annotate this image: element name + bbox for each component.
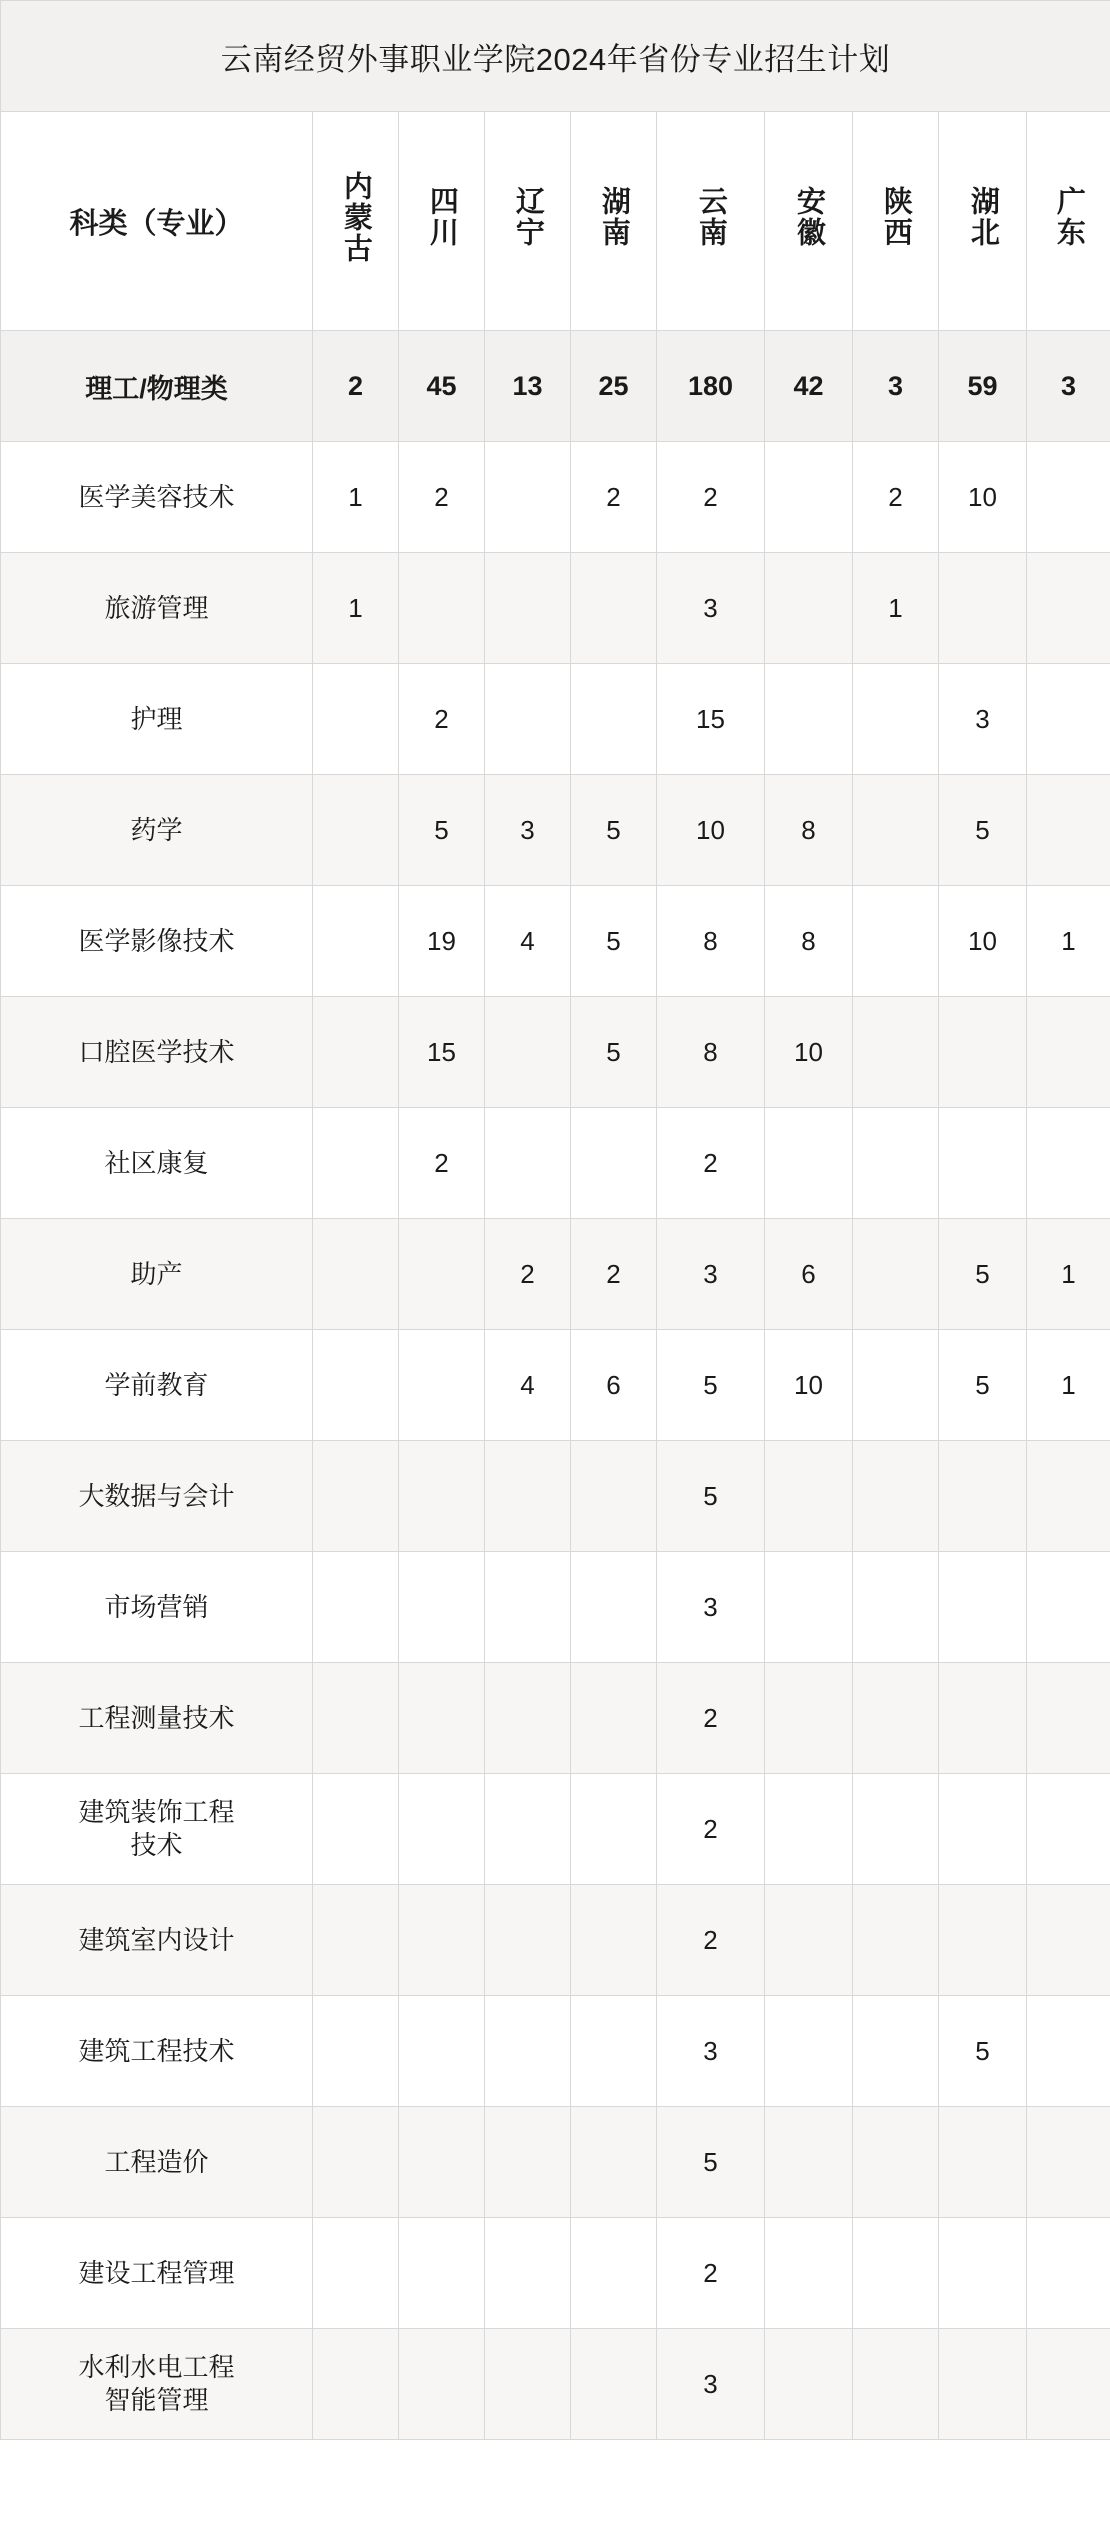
plan-count-yunnan: 10 [657, 775, 765, 886]
category-count-neimenggu: 2 [313, 331, 399, 442]
plan-count-hubei [939, 1774, 1027, 1885]
table-row [1, 775, 1110, 886]
plan-count-liaoning [485, 1885, 571, 1996]
table-row [1, 1996, 1110, 2107]
column-header-label: 安徽 [792, 186, 825, 248]
major-name: 工程测量技术 [1, 1663, 313, 1774]
major-name: 口腔医学技术 [1, 997, 313, 1108]
table-row [1, 997, 1110, 1108]
plan-count-liaoning [485, 2218, 571, 2329]
table-body [1, 331, 1110, 2440]
plan-count-liaoning [485, 997, 571, 1108]
plan-count-sichuan: 2 [399, 664, 485, 775]
plan-count-sichuan [399, 1774, 485, 1885]
plan-count-shaanxi [853, 2218, 939, 2329]
plan-count-sichuan [399, 2329, 485, 2440]
plan-count-guangdong [1027, 2329, 1110, 2440]
plan-count-hubei [939, 2107, 1027, 2218]
column-header-liaoning [485, 112, 571, 331]
plan-count-hubei: 5 [939, 775, 1027, 886]
plan-count-hunan [571, 1108, 657, 1219]
plan-count-liaoning: 3 [485, 775, 571, 886]
plan-count-yunnan: 3 [657, 1996, 765, 2107]
plan-count-sichuan [399, 1330, 485, 1441]
plan-count-neimenggu [313, 775, 399, 886]
plan-count-yunnan: 3 [657, 2329, 765, 2440]
plan-count-sichuan: 2 [399, 442, 485, 553]
major-name: 学前教育 [1, 1330, 313, 1441]
plan-count-hubei [939, 2218, 1027, 2329]
page-title: 云南经贸外事职业学院2024年省份专业招生计划 [1, 1, 1110, 112]
plan-count-yunnan: 2 [657, 1663, 765, 1774]
plan-count-hunan: 2 [571, 1219, 657, 1330]
plan-count-yunnan: 5 [657, 1330, 765, 1441]
table-row [1, 1552, 1110, 1663]
column-header-label: 陕西 [879, 186, 912, 248]
title-row [1, 1, 1110, 112]
plan-count-liaoning [485, 664, 571, 775]
category-count-anhui: 42 [765, 331, 853, 442]
plan-count-liaoning [485, 2329, 571, 2440]
plan-count-guangdong [1027, 1663, 1110, 1774]
plan-count-anhui [765, 1108, 853, 1219]
major-name: 建筑工程技术 [1, 1996, 313, 2107]
major-name: 护理 [1, 664, 313, 775]
plan-count-anhui [765, 553, 853, 664]
plan-count-anhui: 8 [765, 775, 853, 886]
plan-count-liaoning [485, 2107, 571, 2218]
plan-count-hunan [571, 1996, 657, 2107]
plan-count-guangdong [1027, 553, 1110, 664]
plan-count-sichuan [399, 2107, 485, 2218]
plan-count-neimenggu [313, 1663, 399, 1774]
major-name-line: 智能管理 [104, 2385, 209, 2415]
plan-count-guangdong: 1 [1027, 886, 1110, 997]
plan-count-hubei [939, 2329, 1027, 2440]
plan-count-yunnan: 5 [657, 1441, 765, 1552]
plan-count-neimenggu [313, 997, 399, 1108]
column-header-row [1, 112, 1110, 331]
plan-count-anhui: 8 [765, 886, 853, 997]
column-header-label: 湖北 [966, 186, 999, 248]
column-header-label: 科类（专业） [69, 207, 244, 240]
plan-count-yunnan: 3 [657, 1219, 765, 1330]
table-row [1, 1108, 1110, 1219]
plan-count-hunan [571, 1441, 657, 1552]
plan-count-liaoning: 2 [485, 1219, 571, 1330]
plan-count-hubei: 3 [939, 664, 1027, 775]
major-name-line: 技术 [130, 1830, 183, 1860]
plan-count-anhui: 6 [765, 1219, 853, 1330]
category-count-liaoning: 13 [485, 331, 571, 442]
plan-count-yunnan: 8 [657, 886, 765, 997]
plan-count-neimenggu [313, 1996, 399, 2107]
plan-count-anhui [765, 2107, 853, 2218]
plan-count-liaoning [485, 1774, 571, 1885]
plan-count-hubei: 10 [939, 886, 1027, 997]
column-header-hubei [939, 112, 1027, 331]
plan-count-neimenggu: 1 [313, 442, 399, 553]
column-header-yunnan [657, 112, 765, 331]
plan-count-neimenggu [313, 1219, 399, 1330]
plan-count-anhui [765, 664, 853, 775]
plan-count-sichuan [399, 2218, 485, 2329]
plan-count-anhui [765, 442, 853, 553]
plan-count-shaanxi [853, 2107, 939, 2218]
plan-count-guangdong [1027, 2218, 1110, 2329]
table-row [1, 2107, 1110, 2218]
plan-count-shaanxi [853, 1885, 939, 1996]
major-name [1, 1774, 313, 1885]
major-name-line: 建筑装饰工程 [78, 1796, 235, 1827]
plan-count-yunnan: 2 [657, 1774, 765, 1885]
plan-count-liaoning [485, 442, 571, 553]
plan-count-hunan [571, 664, 657, 775]
plan-count-yunnan: 15 [657, 664, 765, 775]
plan-count-guangdong: 1 [1027, 1330, 1110, 1441]
major-name: 医学美容技术 [1, 442, 313, 553]
column-header-label: 广东 [1052, 186, 1085, 248]
plan-count-neimenggu [313, 2107, 399, 2218]
plan-count-liaoning [485, 1996, 571, 2107]
major-name: 建设工程管理 [1, 2218, 313, 2329]
plan-count-sichuan: 15 [399, 997, 485, 1108]
table-row [1, 1774, 1110, 1885]
plan-count-yunnan: 2 [657, 1108, 765, 1219]
plan-count-shaanxi [853, 1552, 939, 1663]
plan-count-shaanxi [853, 775, 939, 886]
plan-count-shaanxi [853, 1441, 939, 1552]
table-row [1, 1330, 1110, 1441]
plan-count-guangdong [1027, 997, 1110, 1108]
plan-count-hubei: 10 [939, 442, 1027, 553]
plan-count-hunan [571, 2218, 657, 2329]
category-count-shaanxi: 3 [853, 331, 939, 442]
plan-count-guangdong [1027, 2107, 1110, 2218]
plan-count-anhui [765, 1774, 853, 1885]
plan-count-anhui: 10 [765, 997, 853, 1108]
table-row [1, 1663, 1110, 1774]
major-name: 市场营销 [1, 1552, 313, 1663]
table-header [1, 1, 1110, 331]
plan-count-neimenggu [313, 1441, 399, 1552]
plan-count-neimenggu [313, 1885, 399, 1996]
plan-count-yunnan: 3 [657, 1552, 765, 1663]
plan-count-guangdong [1027, 664, 1110, 775]
plan-count-guangdong: 1 [1027, 1219, 1110, 1330]
plan-count-shaanxi [853, 1996, 939, 2107]
plan-count-anhui [765, 2329, 853, 2440]
column-header-neimenggu [313, 112, 399, 331]
plan-count-liaoning [485, 1663, 571, 1774]
plan-count-neimenggu: 1 [313, 553, 399, 664]
plan-count-liaoning: 4 [485, 886, 571, 997]
plan-count-hunan [571, 1774, 657, 1885]
plan-count-sichuan: 19 [399, 886, 485, 997]
plan-count-neimenggu [313, 1330, 399, 1441]
plan-count-anhui [765, 1552, 853, 1663]
plan-count-shaanxi [853, 886, 939, 997]
plan-count-shaanxi [853, 1108, 939, 1219]
column-header-major [1, 112, 313, 331]
plan-count-hubei [939, 1108, 1027, 1219]
column-header-label: 四川 [425, 186, 458, 248]
plan-count-shaanxi [853, 997, 939, 1108]
plan-count-hubei: 5 [939, 1996, 1027, 2107]
plan-count-guangdong [1027, 1774, 1110, 1885]
column-header-label: 内蒙古 [339, 170, 372, 264]
plan-count-hunan [571, 2329, 657, 2440]
plan-count-hunan: 5 [571, 886, 657, 997]
major-name: 医学影像技术 [1, 886, 313, 997]
plan-count-liaoning [485, 1441, 571, 1552]
plan-count-guangdong [1027, 1552, 1110, 1663]
plan-count-hubei [939, 997, 1027, 1108]
plan-count-shaanxi [853, 1774, 939, 1885]
plan-count-hunan [571, 553, 657, 664]
plan-count-yunnan: 2 [657, 442, 765, 553]
plan-count-anhui [765, 1885, 853, 1996]
plan-count-neimenggu [313, 664, 399, 775]
plan-count-shaanxi [853, 1330, 939, 1441]
plan-count-anhui [765, 1663, 853, 1774]
plan-count-liaoning [485, 553, 571, 664]
major-name: 建筑室内设计 [1, 1885, 313, 1996]
plan-count-hubei [939, 1552, 1027, 1663]
plan-count-hunan [571, 1663, 657, 1774]
major-name: 工程造价 [1, 2107, 313, 2218]
table-row [1, 2218, 1110, 2329]
plan-count-yunnan: 5 [657, 2107, 765, 2218]
category-label: 理工/物理类 [1, 331, 313, 442]
category-row [1, 331, 1110, 442]
major-name: 大数据与会计 [1, 1441, 313, 1552]
plan-count-liaoning: 4 [485, 1330, 571, 1441]
plan-count-anhui [765, 1996, 853, 2107]
plan-count-hunan [571, 1552, 657, 1663]
plan-count-sichuan [399, 1663, 485, 1774]
plan-count-neimenggu [313, 1108, 399, 1219]
table-row [1, 1441, 1110, 1552]
plan-count-hubei: 5 [939, 1330, 1027, 1441]
plan-count-shaanxi: 1 [853, 553, 939, 664]
plan-count-hubei: 5 [939, 1219, 1027, 1330]
table-row [1, 442, 1110, 553]
major-name: 助产 [1, 1219, 313, 1330]
plan-count-yunnan: 3 [657, 553, 765, 664]
plan-count-hunan: 6 [571, 1330, 657, 1441]
plan-count-hunan [571, 1885, 657, 1996]
plan-count-shaanxi [853, 664, 939, 775]
column-header-hunan [571, 112, 657, 331]
plan-count-hubei [939, 1885, 1027, 1996]
plan-count-anhui: 10 [765, 1330, 853, 1441]
plan-count-sichuan [399, 553, 485, 664]
major-name: 社区康复 [1, 1108, 313, 1219]
column-header-anhui [765, 112, 853, 331]
plan-count-yunnan: 8 [657, 997, 765, 1108]
plan-count-neimenggu [313, 1774, 399, 1885]
plan-count-hunan [571, 2107, 657, 2218]
plan-count-shaanxi [853, 1663, 939, 1774]
plan-count-hubei [939, 1441, 1027, 1552]
major-name-line: 水利水电工程 [78, 2351, 235, 2382]
category-count-hubei: 59 [939, 331, 1027, 442]
plan-count-neimenggu [313, 1552, 399, 1663]
table-row [1, 2329, 1110, 2440]
plan-count-yunnan: 2 [657, 2218, 765, 2329]
plan-count-liaoning [485, 1108, 571, 1219]
plan-count-sichuan [399, 1219, 485, 1330]
plan-count-hunan: 5 [571, 775, 657, 886]
plan-count-hubei [939, 1663, 1027, 1774]
table-row [1, 1885, 1110, 1996]
plan-count-sichuan [399, 1885, 485, 1996]
column-header-label: 湖南 [597, 186, 630, 248]
category-count-sichuan: 45 [399, 331, 485, 442]
plan-count-sichuan [399, 1441, 485, 1552]
table-row [1, 664, 1110, 775]
plan-count-guangdong [1027, 442, 1110, 553]
plan-count-anhui [765, 2218, 853, 2329]
plan-count-hubei [939, 553, 1027, 664]
plan-count-anhui [765, 1441, 853, 1552]
category-count-yunnan: 180 [657, 331, 765, 442]
table-row [1, 553, 1110, 664]
plan-count-guangdong [1027, 775, 1110, 886]
plan-count-hunan: 2 [571, 442, 657, 553]
column-header-label: 辽宁 [511, 186, 544, 248]
column-header-guangdong [1027, 112, 1110, 331]
table-row [1, 886, 1110, 997]
plan-count-shaanxi: 2 [853, 442, 939, 553]
category-count-guangdong: 3 [1027, 331, 1110, 442]
plan-count-yunnan: 2 [657, 1885, 765, 1996]
plan-count-liaoning [485, 1552, 571, 1663]
plan-count-shaanxi [853, 1219, 939, 1330]
major-name: 药学 [1, 775, 313, 886]
plan-count-sichuan [399, 1552, 485, 1663]
major-name [1, 2329, 313, 2440]
column-header-label: 云南 [694, 186, 727, 248]
plan-count-guangdong [1027, 1885, 1110, 1996]
plan-count-shaanxi [853, 2329, 939, 2440]
table-row [1, 1219, 1110, 1330]
plan-count-neimenggu [313, 2329, 399, 2440]
plan-count-sichuan [399, 1996, 485, 2107]
plan-count-neimenggu [313, 886, 399, 997]
plan-count-guangdong [1027, 1996, 1110, 2107]
plan-count-guangdong [1027, 1108, 1110, 1219]
column-header-shaanxi [853, 112, 939, 331]
plan-count-hunan: 5 [571, 997, 657, 1108]
category-count-hunan: 25 [571, 331, 657, 442]
column-header-sichuan [399, 112, 485, 331]
plan-count-neimenggu [313, 2218, 399, 2329]
major-name: 旅游管理 [1, 553, 313, 664]
plan-count-guangdong [1027, 1441, 1110, 1552]
plan-count-sichuan: 2 [399, 1108, 485, 1219]
plan-count-sichuan: 5 [399, 775, 485, 886]
